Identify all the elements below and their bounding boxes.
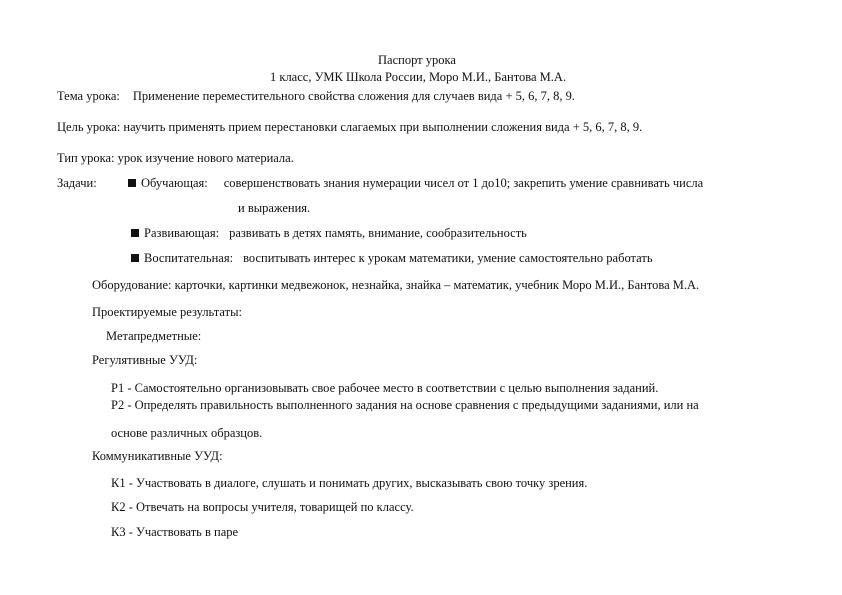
topic-text: Применение переместительного свойства сложения для случаев вида + 5, 6, 7, 8, 9. [132,89,575,103]
communicative-heading: Коммуникативные УУД: [92,449,223,463]
communicative-item: К1 - Участвовать в диалоге, слушать и понимать других, высказывать свою точку зрения. [111,476,588,490]
topic-label: Тема урока: [57,89,120,103]
communicative-item: К3 - Участвовать в паре [111,525,239,539]
equipment-line: Оборудование: карточки, картинки медвежонок, незнайка, знайка – математик, учебник Моро М.И., Бантова М.А. [92,278,700,292]
results-heading: Проектируемые результаты: [92,305,242,319]
bullet-square-icon [131,254,139,262]
task-text: развивать в детях память, внимание, сообразительность [229,226,527,240]
metasubject-heading: Метапредметные: [106,329,202,343]
regulatory-item: Р2 - Определять правильность выполненного задания на основе сравнения с предыдущими заданиями, или на [111,398,699,412]
regulatory-item-continuation: основе различных образцов. [111,426,263,440]
lesson-type-line: Тип урока: урок изучение нового материала. [57,151,294,165]
task-name: Обучающая: [141,176,208,190]
bullet-square-icon [131,229,139,237]
tasks-label: Задачи: [57,176,97,190]
task-name: Развивающая: [144,226,220,240]
task-name: Воспитательная: [144,251,234,265]
goal-line: Цель урока: научить применять прием перестановки слагаемых при выполнении сложения вида + 5, 6, 7, 8, 9. [57,120,643,134]
communicative-item: К2 - Отвечать на вопросы учителя, товарищей по классу. [111,500,414,514]
task-item-teaching-continuation: и выражения. [238,201,311,215]
bullet-square-icon [128,179,136,187]
task-item-teaching [128,176,703,191]
document-title: Паспорт урока [378,53,456,67]
task-text: воспитывать интерес к урокам математики, умение самостоятельно работать [243,251,653,265]
topic-line [57,89,575,104]
task-item-educational [131,251,653,266]
task-item-developing [131,226,527,241]
regulatory-item: Р1 - Самостоятельно организовывать свое рабочее место в соответствии с целью выполнения заданий. [111,381,659,395]
task-text: совершенствовать знания нумерации чисел от 1 до10; закрепить умение сравнивать числа [223,176,704,190]
regulatory-heading: Регулятивные УУД: [92,353,198,367]
document-subtitle: 1 класс, УМК Школа России, Моро М.И., Бантова М.А. [270,70,567,84]
